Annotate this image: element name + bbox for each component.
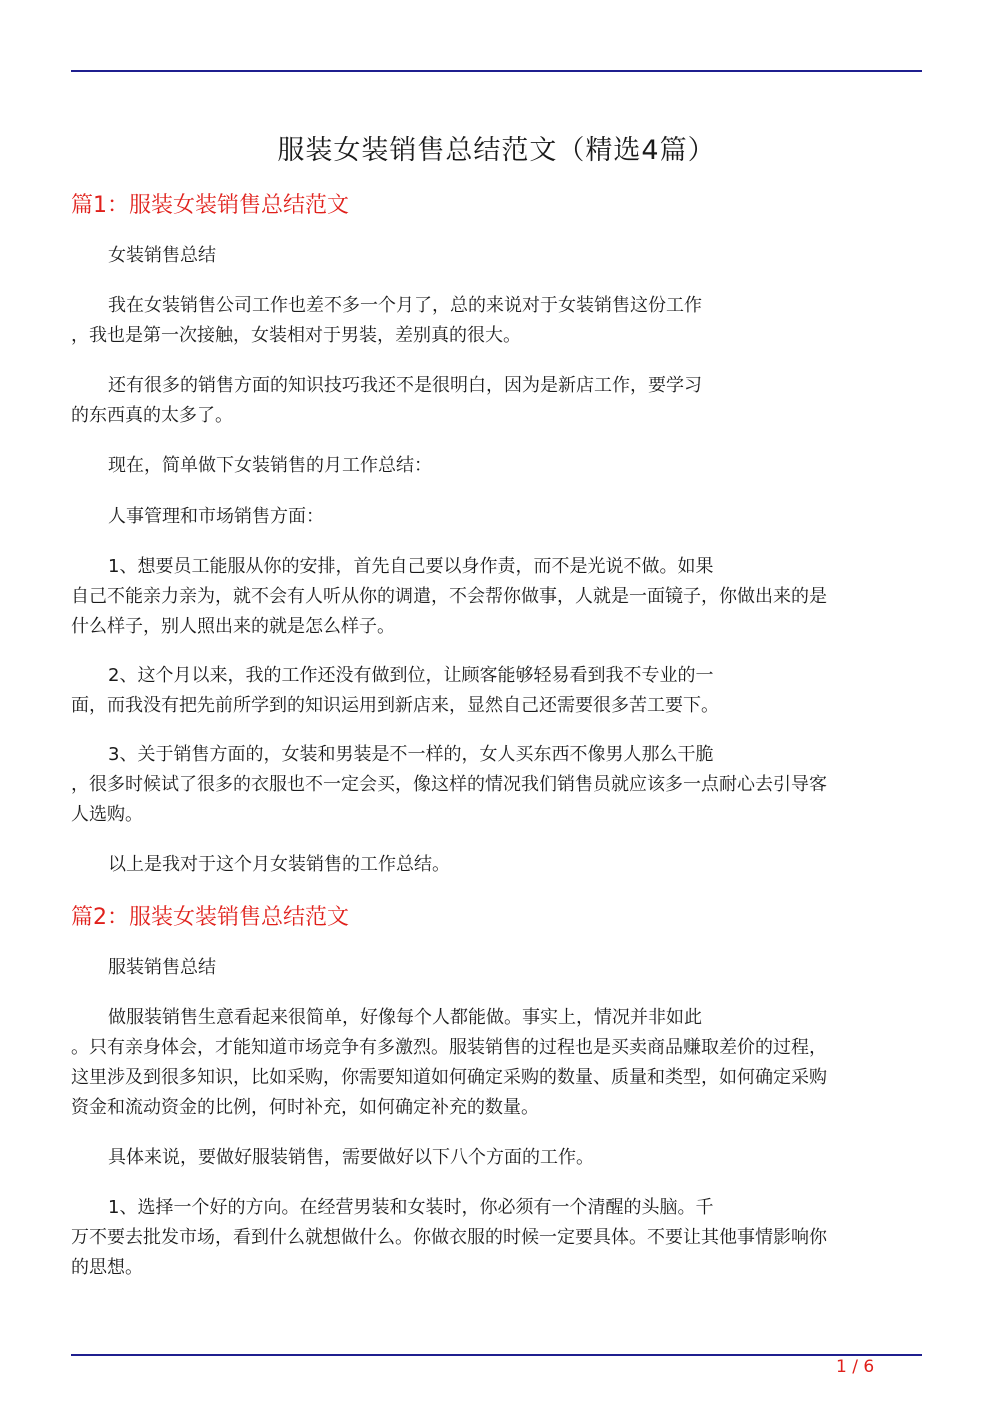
paragraph-line: 做服装销售生意看起来很简单，好像每个人都能做。事实上，情况并非如此 xyxy=(108,1007,702,1028)
page-number: 1 / 6 xyxy=(836,1357,875,1377)
paragraph-line: 面，而我没有把先前所学到的知识运用到新店来，显然自己还需要很多苦工要下。 xyxy=(71,695,719,716)
paragraph-line: 什么样子，别人照出来的就是怎么样子。 xyxy=(71,616,395,637)
paragraph-line: 以上是我对于这个月女装销售的工作总结。 xyxy=(108,854,450,875)
paragraph-line: ，我也是第一次接触，女装相对于男装，差别真的很大。 xyxy=(71,325,521,346)
paragraph-line: 这里涉及到很多知识，比如采购，你需要知道如何确定采购的数量、质量和类型，如何确定采购 xyxy=(71,1067,827,1088)
paragraph-line: 自己不能亲力亲为，就不会有人听从你的调遣，不会帮你做事，人就是一面镜子，你做出来的是 xyxy=(71,586,827,607)
paragraph-line: 具体来说，要做好服装销售，需要做好以下八个方面的工作。 xyxy=(108,1147,594,1168)
paragraph-line: 资金和流动资金的比例，何时补充，如何确定补充的数量。 xyxy=(71,1097,539,1118)
paragraph-line: 的思想。 xyxy=(71,1257,143,1278)
paragraph-line: 人选购。 xyxy=(71,804,143,825)
paragraph-line: ，很多时候试了很多的衣服也不一定会买，像这样的情况我们销售员就应该多一点耐心去引导客 xyxy=(71,774,827,795)
header-rule xyxy=(71,70,922,72)
section-2-paragraph xyxy=(71,1143,922,1173)
paragraph-line: 人事管理和市场销售方面： xyxy=(108,506,324,527)
section-1-paragraph xyxy=(71,451,922,481)
section-2-heading: 篇2：服装女装销售总结范文 xyxy=(71,905,349,930)
paragraph-line: 服装销售总结 xyxy=(108,957,216,978)
section-1-paragraph xyxy=(71,850,922,880)
paragraph-line: 女装销售总结 xyxy=(108,245,216,266)
section-1-paragraph xyxy=(71,502,922,532)
paragraph-line: 现在，简单做下女装销售的月工作总结： xyxy=(108,455,432,476)
paragraph-line: 1、选择一个好的方向。在经营男装和女装时，你必须有一个清醒的头脑。千 xyxy=(108,1197,714,1218)
page-title: 服装女装销售总结范文（精选4篇） xyxy=(277,135,716,166)
section-1-paragraph xyxy=(71,371,922,431)
paragraph-line: 我在女装销售公司工作也差不多一个月了，总的来说对于女装销售这份工作 xyxy=(108,295,702,316)
paragraph-line: 3、关于销售方面的，女装和男装是不一样的，女人买东西不像男人那么干脆 xyxy=(108,744,714,765)
section-1-paragraph xyxy=(71,291,922,351)
paragraph-line: 的东西真的太多了。 xyxy=(71,405,233,426)
section-1-paragraph xyxy=(71,740,922,830)
section-2-paragraph xyxy=(71,953,922,983)
section-1-heading: 篇1：服装女装销售总结范文 xyxy=(71,193,349,218)
footer-rule xyxy=(71,1354,922,1356)
paragraph-line: 万不要去批发市场，看到什么就想做什么。你做衣服的时候一定要具体。不要让其他事情影响你 xyxy=(71,1227,827,1248)
section-1-paragraph xyxy=(71,552,922,642)
paragraph-line: 2、这个月以来，我的工作还没有做到位，让顾客能够轻易看到我不专业的一 xyxy=(108,665,714,686)
section-1-paragraph xyxy=(71,241,922,271)
section-2-paragraph xyxy=(71,1193,922,1283)
section-2-paragraph xyxy=(71,1003,922,1123)
paragraph-line: 1、想要员工能服从你的安排，首先自己要以身作责，而不是光说不做。如果 xyxy=(108,556,714,577)
paragraph-line: 。只有亲身体会，才能知道市场竞争有多激烈。服装销售的过程也是买卖商品赚取差价的过程， xyxy=(71,1037,827,1058)
paragraph-line: 还有很多的销售方面的知识技巧我还不是很明白，因为是新店工作，要学习 xyxy=(108,375,702,396)
section-1-paragraph xyxy=(71,661,922,721)
